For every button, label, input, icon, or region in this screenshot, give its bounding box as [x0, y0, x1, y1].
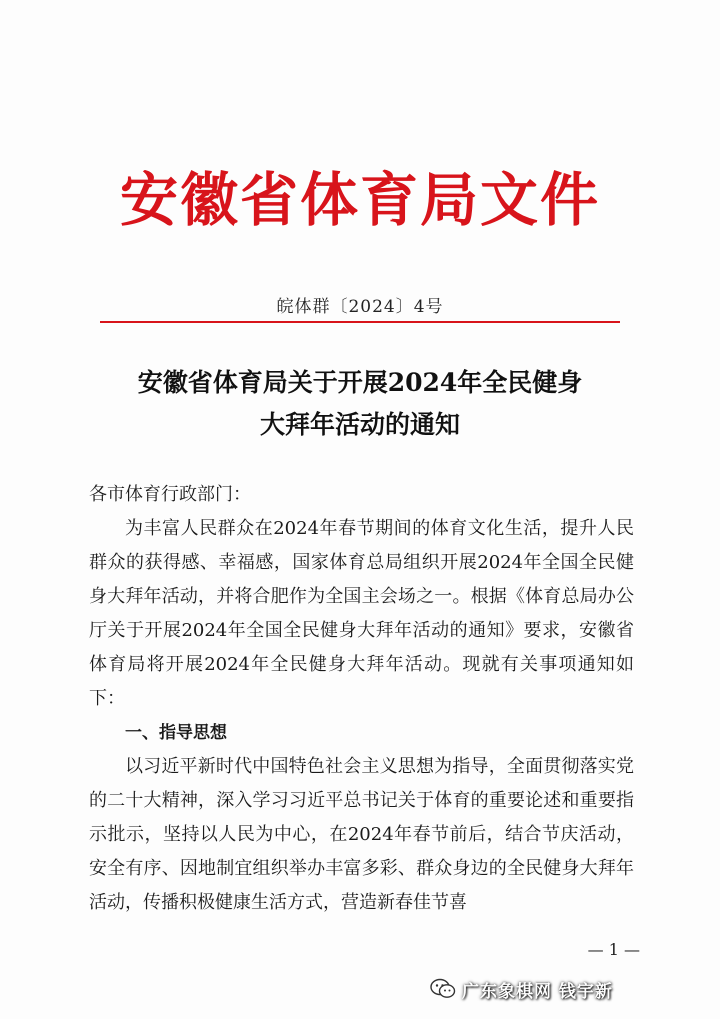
document-title-line-2: 大拜年活动的通知	[259, 410, 460, 439]
body-paragraph-2: 以习近平新时代中国特色社会主义思想为指导，全面贯彻落实党的二十大精神，深入学习习近平总书记关于体育的重要论述和重要指示批示，坚持以人民为中心，在2024年春节前后，结合节庆活动，安全有序、因地制宜组织举办丰富多彩、群众身边的全民健身大拜年活动，传播积极健康生活方式，营造新春佳节喜	[89, 756, 634, 913]
section-heading-guiding-ideology: 一、指导思想	[125, 723, 227, 743]
document-title	[80, 362, 640, 446]
document-number: 皖体群〔2024〕4号	[276, 297, 444, 317]
body-paragraph-1: 为丰富人民群众在2024年春节期间的体育文化生活，提升人民群众的获得感、幸福感，国家体育总局组织开展2024年全国全民健身大拜年活动，并将合肥作为全国主会场之一。根据《体育总局办公厅关于开展2024年全国全民健身大拜年活动的通知》要求，安徽省体育局将开展2024年全民健身大拜年活动。现就有关事项通知如下：	[89, 518, 634, 709]
document-body	[89, 478, 634, 920]
salutation: 各市体育行政部门：	[89, 484, 251, 505]
issuer-title: 安徽省体育局文件	[119, 166, 600, 234]
watermark-text: 广东象棋网 钱宇新	[462, 981, 613, 1002]
document-title-line-1: 安徽省体育局关于开展2024年全民健身	[137, 368, 583, 397]
red-divider-line	[100, 321, 620, 323]
watermark	[430, 974, 613, 1004]
page-number: — 1 —	[587, 940, 640, 959]
wechat-icon	[430, 978, 456, 1000]
